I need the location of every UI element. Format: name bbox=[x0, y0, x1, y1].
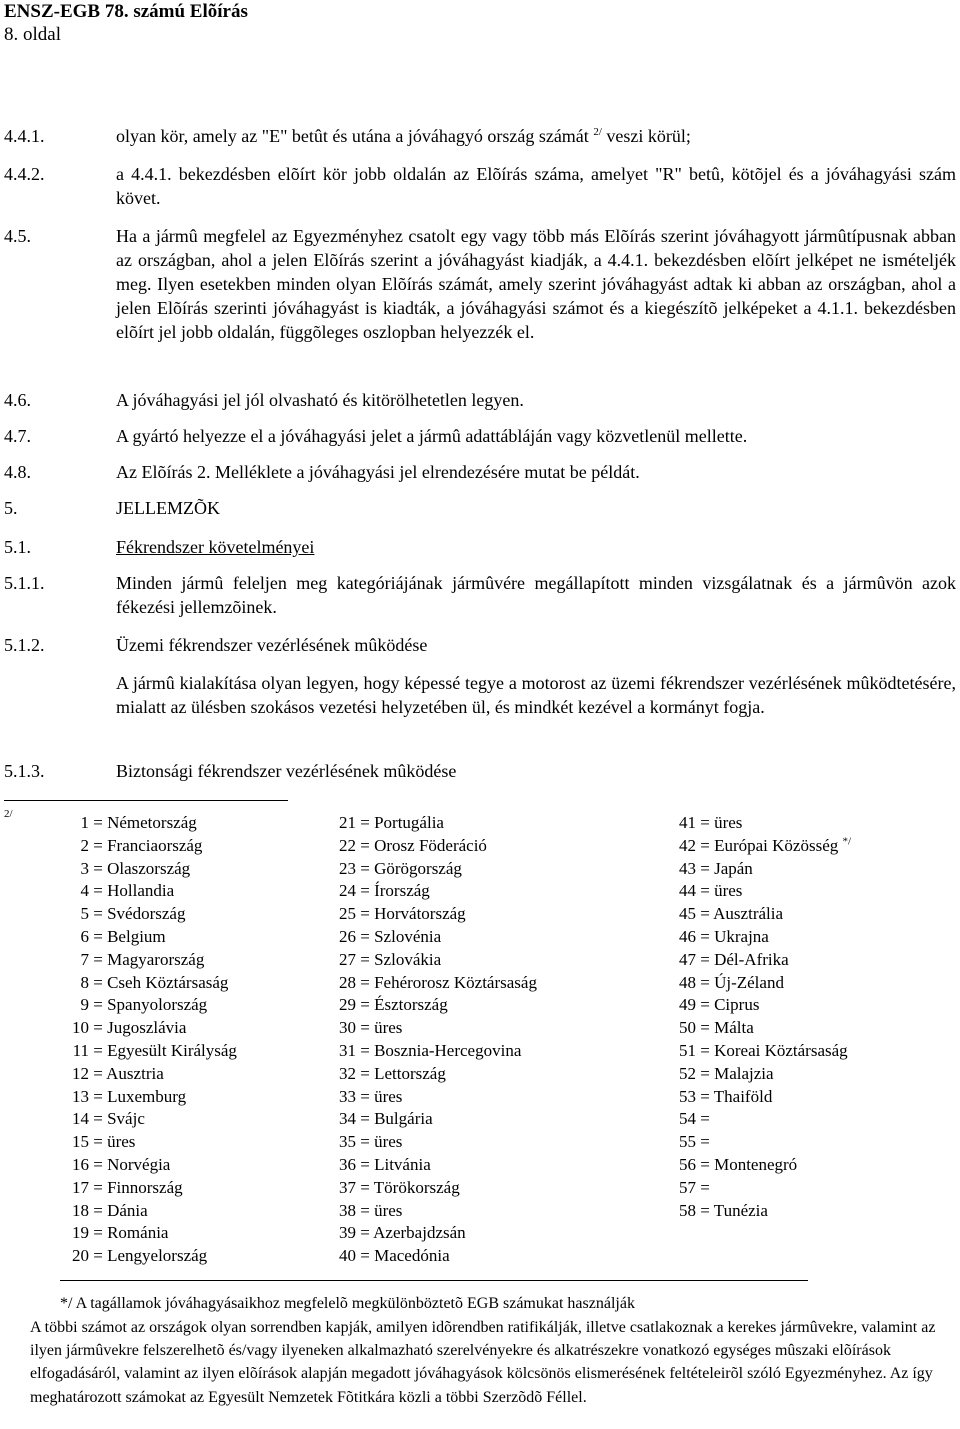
country-code-item: 18 = Dánia bbox=[53, 1200, 237, 1223]
country-code-item: 22 = Orosz Föderáció bbox=[339, 835, 537, 858]
country-code-item: 35 = üres bbox=[339, 1131, 537, 1154]
country-code-item: 47 = Dél-Afrika bbox=[679, 949, 851, 972]
country-code-item: 48 = Új-Zéland bbox=[679, 972, 851, 995]
country-code-item: 57 = bbox=[679, 1177, 851, 1200]
country-code-number: 25 bbox=[339, 904, 356, 924]
country-code-number: 23 bbox=[339, 858, 356, 878]
country-code-item: 7 = Magyarország bbox=[53, 949, 237, 972]
country-code-item: 46 = Ukrajna bbox=[679, 926, 851, 949]
country-name: Dél-Afrika bbox=[714, 949, 789, 969]
paragraph-number: 4.7. bbox=[4, 426, 31, 446]
country-code-number: 19 bbox=[72, 1223, 89, 1243]
paragraph-number: 5. bbox=[4, 498, 18, 518]
country-code-number: 20 bbox=[72, 1246, 89, 1266]
country-code-number: 30 bbox=[339, 1018, 356, 1038]
country-code-item: 36 = Litvánia bbox=[339, 1154, 537, 1177]
paragraph-4-5 bbox=[4, 224, 956, 344]
country-name: Litvánia bbox=[374, 1154, 431, 1174]
footnote-ref: */ bbox=[842, 835, 852, 848]
country-name: Koreai Köztársaság bbox=[714, 1040, 848, 1060]
country-code-item: 54 = bbox=[679, 1108, 851, 1131]
country-code-number: 43 bbox=[679, 858, 696, 878]
country-code-item: 58 = Tunézia bbox=[679, 1200, 851, 1223]
country-name: Malajzia bbox=[714, 1063, 774, 1083]
country-code-item: 14 = Svájc bbox=[53, 1108, 237, 1131]
country-code-number: 4 bbox=[80, 881, 89, 901]
country-name: Ausztrália bbox=[713, 904, 784, 924]
country-name: Észtország bbox=[374, 995, 448, 1015]
country-code-number: 53 bbox=[679, 1086, 696, 1106]
country-code-number: 14 bbox=[72, 1109, 89, 1129]
country-code-number: 46 bbox=[679, 926, 696, 946]
country-name: Németország bbox=[107, 813, 197, 832]
paragraph-5-1-2 bbox=[4, 633, 956, 657]
country-name: Horvátország bbox=[374, 904, 466, 924]
country-name: Új-Zéland bbox=[714, 972, 784, 992]
country-code-number: 54 bbox=[679, 1109, 696, 1129]
country-code-item: 38 = üres bbox=[339, 1200, 537, 1223]
country-name: Spanyolország bbox=[107, 995, 208, 1015]
country-name: Románia bbox=[107, 1223, 169, 1243]
paragraph-text: olyan kör, amely az "E" betût és utána a jóváhagyó ország számát $^{2/}$ veszi körül; bbox=[116, 126, 691, 146]
section-title: JELLEMZÕK bbox=[116, 498, 220, 518]
country-code-item: 42 = Európai Közösség */ bbox=[679, 835, 851, 858]
country-code-number: 51 bbox=[679, 1040, 696, 1060]
country-name: üres bbox=[107, 1132, 136, 1152]
country-code-item: 8 = Cseh Köztársaság bbox=[53, 972, 237, 995]
country-code-number: 13 bbox=[72, 1086, 89, 1106]
country-name: Luxemburg bbox=[107, 1086, 187, 1106]
country-code-number: 37 bbox=[339, 1177, 356, 1197]
country-code-item: 50 = Málta bbox=[679, 1017, 851, 1040]
country-name: Egyesült Királyság bbox=[107, 1040, 237, 1060]
country-code-item: 3 = Olaszország bbox=[53, 858, 237, 881]
country-code-item: 40 = Macedónia bbox=[339, 1245, 537, 1268]
country-code-number: 2 bbox=[80, 835, 89, 855]
paragraph-text: a 4.4.1. bekezdésben elõírt kör jobb oldalán az Elõírás száma, amelyet "R" betû, kötõjel és a jóváhagyási szám követ. bbox=[116, 164, 956, 208]
country-name: Azerbajdzsán bbox=[373, 1223, 466, 1243]
country-code-number: 22 bbox=[339, 835, 356, 855]
country-name: Szlovákia bbox=[374, 949, 442, 969]
country-code-item: 10 = Jugoszlávia bbox=[53, 1017, 237, 1040]
paragraph-4-6 bbox=[4, 388, 956, 412]
country-code-number: 57 bbox=[679, 1177, 696, 1197]
paragraph-4-7 bbox=[4, 424, 956, 448]
footnote-separator bbox=[4, 800, 288, 801]
paragraph-text: A jóváhagyási jel jól olvasható és kitörölhetetlen legyen. bbox=[116, 390, 524, 410]
country-name: Macedónia bbox=[374, 1246, 450, 1266]
country-name: Portugália bbox=[374, 813, 444, 832]
country-name: Hollandia bbox=[107, 881, 175, 901]
country-name: Ausztria bbox=[106, 1063, 164, 1083]
country-code-item: 41 = üres bbox=[679, 812, 851, 835]
country-name: Fehérorosz Köztársaság bbox=[374, 972, 537, 992]
country-code-number: 48 bbox=[679, 972, 696, 992]
country-code-number: 28 bbox=[339, 972, 356, 992]
country-name: Norvégia bbox=[107, 1154, 171, 1174]
country-code-number: 32 bbox=[339, 1063, 356, 1083]
country-code-item: 16 = Norvégia bbox=[53, 1154, 237, 1177]
country-code-item: 25 = Horvátország bbox=[339, 903, 537, 926]
country-code-number: 55 bbox=[679, 1132, 696, 1152]
footnote-divider bbox=[60, 1280, 808, 1281]
country-list-column-3 bbox=[679, 812, 851, 1222]
country-code-item: 9 = Spanyolország bbox=[53, 994, 237, 1017]
paragraph-text: Üzemi fékrendszer vezérlésének mûködése bbox=[116, 635, 428, 655]
country-code-number: 15 bbox=[72, 1132, 89, 1152]
country-code-number: 34 bbox=[339, 1109, 356, 1129]
country-list-column-1 bbox=[53, 812, 237, 1268]
country-code-number: 21 bbox=[339, 813, 356, 832]
paragraph-5-1-2-body bbox=[4, 671, 956, 719]
country-name: Ciprus bbox=[714, 995, 760, 1015]
country-code-number: 5 bbox=[80, 904, 89, 924]
country-code-item: 29 = Észtország bbox=[339, 994, 537, 1017]
country-code-item: 34 = Bulgária bbox=[339, 1108, 537, 1131]
country-name: Montenegró bbox=[714, 1154, 798, 1174]
country-name: Japán bbox=[714, 858, 753, 878]
country-code-item: 39 = Azerbajdzsán bbox=[339, 1222, 537, 1245]
country-name: Belgium bbox=[107, 926, 166, 946]
country-code-item: 5 = Svédország bbox=[53, 903, 237, 926]
paragraph-number: 5.1. bbox=[4, 537, 31, 557]
section-title: Fékrendszer követelményei bbox=[116, 537, 315, 557]
country-name: Thaiföld bbox=[713, 1086, 773, 1106]
paragraph-number: 4.6. bbox=[4, 390, 31, 410]
country-name: Törökország bbox=[373, 1177, 460, 1197]
paragraph-5-1-1 bbox=[4, 571, 956, 619]
country-code-item: 33 = üres bbox=[339, 1086, 537, 1109]
country-name: Svédország bbox=[107, 904, 186, 924]
country-code-number: 45 bbox=[679, 904, 696, 924]
footnote-body: A többi számot az országok olyan sorrendben kapják, amilyen idõrendben ratifikálják, illetve csatlakoznak a kerekes jármûvekre, valamint az ilyen jármûvekre felszerelhetõ és/vagy ilyeneken alkalmazható szerelvényekre és alkatrészekre vonatkozó egységes mûszaki elõírások elfogadásáról, valamint az ilyen elõírások alapján megadott jóváhagyások kölcsönös elismerésének feltételeirõl szóló Egyezményhez. Az így meghatározott számokat az Egyesült Nemzetek Fõtitkára közli a többi Szerzõdõ Féllel. bbox=[30, 1319, 936, 1406]
country-name: Bulgária bbox=[374, 1109, 433, 1129]
country-code-item: 15 = üres bbox=[53, 1131, 237, 1154]
paragraph-4-4-2 bbox=[4, 162, 956, 210]
country-code-number: 6 bbox=[80, 926, 89, 946]
country-code-number: 31 bbox=[339, 1040, 356, 1060]
country-code-item: 27 = Szlovákia bbox=[339, 949, 537, 972]
country-name: Dánia bbox=[107, 1200, 148, 1220]
country-name: Málta bbox=[714, 1018, 754, 1038]
country-code-number: 42 bbox=[679, 835, 696, 855]
paragraph-text: Az Elõírás 2. Melléklete a jóváhagyási jel elrendezésére mutat be példát. bbox=[116, 462, 640, 482]
country-code-number: 58 bbox=[679, 1200, 696, 1220]
country-name: Finnország bbox=[107, 1177, 183, 1197]
country-code-item: 55 = bbox=[679, 1131, 851, 1154]
country-code-number: 35 bbox=[339, 1132, 356, 1152]
paragraph-number: 4.4.2. bbox=[4, 164, 45, 184]
paragraph-5-1-3 bbox=[4, 759, 956, 783]
document-title: ENSZ-EGB 78. számú Elõírás bbox=[4, 1, 248, 22]
country-code-number: 3 bbox=[80, 858, 89, 878]
country-code-number: 50 bbox=[679, 1018, 696, 1038]
country-name: üres bbox=[714, 813, 743, 832]
paragraph-text: A gyártó helyezze el a jóváhagyási jelet a jármû adattábláján vagy közvetlenül mellette. bbox=[116, 426, 748, 446]
country-code-item: 4 = Hollandia bbox=[53, 880, 237, 903]
country-code-item: 44 = üres bbox=[679, 880, 851, 903]
country-name: Lettország bbox=[374, 1063, 446, 1083]
country-code-number: 49 bbox=[679, 995, 696, 1015]
country-code-number: 27 bbox=[339, 949, 356, 969]
country-name: Jugoszlávia bbox=[107, 1018, 187, 1038]
country-code-number: 47 bbox=[679, 949, 696, 969]
country-code-number: 56 bbox=[679, 1154, 696, 1174]
country-code-item: 24 = Írország bbox=[339, 880, 537, 903]
country-name: üres bbox=[374, 1086, 403, 1106]
country-code-number: 39 bbox=[339, 1223, 356, 1243]
country-code-item: 13 = Luxemburg bbox=[53, 1086, 237, 1109]
country-code-item: 51 = Koreai Köztársaság bbox=[679, 1040, 851, 1063]
paragraph-number: 4.4.1. bbox=[4, 126, 45, 146]
country-name: Magyarország bbox=[107, 949, 205, 969]
country-code-number: 17 bbox=[72, 1177, 89, 1197]
footnote-star-note: */ A tagállamok jóváhagyásaikhoz megfelelõ megkülönböztetõ EGB számukat használják bbox=[60, 1295, 635, 1312]
country-code-number: 10 bbox=[72, 1018, 89, 1038]
country-name: Tunézia bbox=[713, 1200, 768, 1220]
country-code-item: 20 = Lengyelország bbox=[53, 1245, 237, 1268]
country-name: Cseh Köztársaság bbox=[107, 972, 229, 992]
country-code-item: 37 = Törökország bbox=[339, 1177, 537, 1200]
country-code-number: 12 bbox=[72, 1063, 89, 1083]
country-code-item: 6 = Belgium bbox=[53, 926, 237, 949]
country-code-item: 28 = Fehérorosz Köztársaság bbox=[339, 972, 537, 995]
country-code-number: 29 bbox=[339, 995, 356, 1015]
country-name: Franciaország bbox=[107, 835, 203, 855]
country-name: Szlovénia bbox=[374, 926, 442, 946]
section-5-heading bbox=[4, 496, 956, 520]
paragraph-number: 5.1.2. bbox=[4, 635, 45, 655]
country-code-number: 8 bbox=[80, 972, 89, 992]
country-code-item: 30 = üres bbox=[339, 1017, 537, 1040]
country-name: üres bbox=[714, 881, 743, 901]
country-name: Görögország bbox=[374, 858, 462, 878]
country-name: Orosz Föderáció bbox=[374, 835, 487, 855]
country-code-number: 26 bbox=[339, 926, 356, 946]
paragraph-4-8 bbox=[4, 460, 956, 484]
country-code-number: 33 bbox=[339, 1086, 356, 1106]
paragraph-text: Minden jármû feleljen meg kategóriájának jármûvére megállapított minden vizsgálatnak és a jármûvön azok fékezési jellemzõinek. bbox=[116, 573, 956, 617]
country-code-item: 19 = Románia bbox=[53, 1222, 237, 1245]
country-name: Olaszország bbox=[107, 858, 191, 878]
section-5-1-heading bbox=[4, 535, 956, 559]
country-name: Bosznia-Hercegovina bbox=[374, 1040, 522, 1060]
country-name: Írország bbox=[374, 881, 430, 901]
country-name: Lengyelország bbox=[107, 1246, 208, 1266]
country-name: üres bbox=[374, 1200, 403, 1220]
country-code-item: 2 = Franciaország bbox=[53, 835, 237, 858]
country-name: Ukrajna bbox=[714, 926, 769, 946]
country-name: üres bbox=[374, 1018, 403, 1038]
country-code-number: 36 bbox=[339, 1154, 356, 1174]
country-code-number: 24 bbox=[339, 881, 356, 901]
country-code-item: 11 = Egyesült Királyság bbox=[53, 1040, 237, 1063]
country-code-item: 43 = Japán bbox=[679, 858, 851, 881]
country-name: Európai Közösség bbox=[714, 835, 839, 855]
country-code-item: 26 = Szlovénia bbox=[339, 926, 537, 949]
country-code-number: 18 bbox=[72, 1200, 89, 1220]
country-code-item: 21 = Portugália bbox=[339, 812, 537, 835]
country-code-item: 49 = Ciprus bbox=[679, 994, 851, 1017]
country-code-item: 1 = Németország bbox=[53, 812, 237, 835]
country-code-item: 12 = Ausztria bbox=[53, 1063, 237, 1086]
paragraph-number: 4.8. bbox=[4, 462, 31, 482]
paragraph-number: 4.5. bbox=[4, 226, 31, 246]
country-code-item: 45 = Ausztrália bbox=[679, 903, 851, 926]
paragraph-number: 5.1.3. bbox=[4, 761, 45, 781]
country-code-number: 41 bbox=[679, 813, 696, 832]
footnote-mark: 2/ bbox=[4, 808, 13, 820]
country-code-item: 53 = Thaiföld bbox=[679, 1086, 851, 1109]
country-list-column-2 bbox=[339, 812, 537, 1268]
country-code-number: 7 bbox=[80, 949, 89, 969]
country-code-item: 31 = Bosznia-Hercegovina bbox=[339, 1040, 537, 1063]
country-code-item: 56 = Montenegró bbox=[679, 1154, 851, 1177]
country-code-number: 40 bbox=[339, 1246, 356, 1266]
paragraph-text: Biztonsági fékrendszer vezérlésének mûködése bbox=[116, 761, 457, 781]
country-code-item: 52 = Malajzia bbox=[679, 1063, 851, 1086]
country-code-number: 11 bbox=[72, 1040, 89, 1060]
country-code-item: 17 = Finnország bbox=[53, 1177, 237, 1200]
footnote-ref: 2/ bbox=[593, 126, 602, 138]
country-code-item: 23 = Görögország bbox=[339, 858, 537, 881]
paragraph-4-4-1 bbox=[4, 124, 956, 148]
country-name: Svájc bbox=[107, 1109, 145, 1129]
paragraph-text: A jármû kialakítása olyan legyen, hogy képessé tegye a motorost az üzemi fékrendszer vezérlésének mûködtetésére, mialatt az ülésben szokásos vezetési helyzetében ül, és mindkét kezével a kormányt fogja. bbox=[116, 673, 956, 717]
country-code-number: 38 bbox=[339, 1200, 356, 1220]
paragraph-text: Ha a jármû megfelel az Egyezményhez csatolt egy vagy több más Elõírás szerint jóváhagyott jármûtípusnak abban az országban, ahol a jelen Elõírás szerint a jóváhagyást kiadják, a 4.4.1. bekezdésben elõírt jelképet ne ismételjék meg. Ilyen esetekben minden olyan Elõírás számát, amely szerint jóváhagyást adtak ki abban az országban, ahol a jelen Elõírás szerinti jóváhagyást is kiadták, a jóváhagyási számot és a kiegészítõ jelképeket a 4.1.1. bekezdésben elõírt jel jobb oldalán, függõleges oszlopban helyezzék el. bbox=[116, 226, 956, 342]
country-code-number: 16 bbox=[72, 1154, 89, 1174]
country-code-number: 44 bbox=[679, 881, 696, 901]
country-code-item: 32 = Lettország bbox=[339, 1063, 537, 1086]
country-name: üres bbox=[374, 1132, 403, 1152]
country-code-number: 52 bbox=[679, 1063, 696, 1083]
country-code-number: 9 bbox=[80, 995, 89, 1015]
country-code-number: 1 bbox=[80, 813, 89, 832]
paragraph-number: 5.1.1. bbox=[4, 573, 45, 593]
page-number: 8. oldal bbox=[4, 24, 61, 45]
